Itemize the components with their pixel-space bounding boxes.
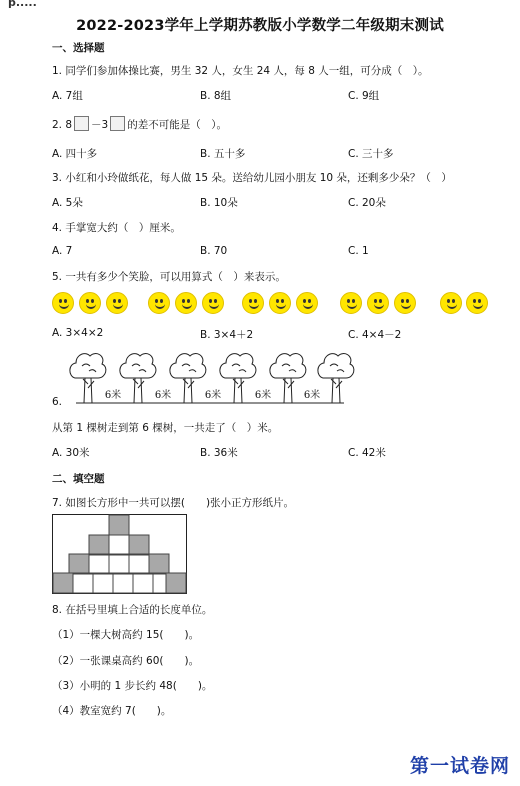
smiley-face-icon xyxy=(175,292,197,314)
grid-square xyxy=(69,554,89,574)
smiley-face-icon xyxy=(202,292,224,314)
question-2 xyxy=(52,116,227,132)
distance-label: 6米 xyxy=(104,390,122,401)
smiley-face-icon xyxy=(106,292,128,314)
question-2-mid: －3 xyxy=(91,119,109,131)
rectangle-grid-figure xyxy=(52,514,188,595)
q4-option-a[interactable]: A. 7 xyxy=(52,245,73,257)
q6-option-b[interactable]: B. 36米 xyxy=(200,447,238,459)
smiley-face-icon xyxy=(242,292,264,314)
smiley-face-icon xyxy=(440,292,462,314)
question-4-text: 4. 手掌宽大约（ ）厘米。 xyxy=(52,222,181,234)
q2-option-a[interactable]: A. 四十多 xyxy=(52,148,98,160)
smiley-face-icon xyxy=(296,292,318,314)
q8-item-4: （4）教室宽约 7( )。 xyxy=(52,705,172,717)
q3-option-a[interactable]: A. 5朵 xyxy=(52,197,83,209)
grid-square xyxy=(109,515,129,535)
tree-icon xyxy=(318,354,354,403)
q3-option-b[interactable]: B. 10朵 xyxy=(200,197,238,209)
smiley-face-icon xyxy=(52,292,74,314)
q4-option-c[interactable]: C. 1 xyxy=(348,245,369,257)
q5-option-c[interactable]: C. 4×4－2 xyxy=(348,329,402,341)
grid-square xyxy=(53,573,73,593)
q1-option-b[interactable]: B. 8组 xyxy=(200,90,232,102)
question-7-text: 7. 如图长方形中一共可以摆( )张小正方形纸片。 xyxy=(52,497,295,509)
q1-option-a[interactable]: A. 7组 xyxy=(52,90,83,102)
question-6-text: 从第 1 棵树走到第 6 棵树，一共走了（ ）米。 xyxy=(52,422,279,434)
question-5-text: 5. 一共有多少个笑脸，可以用算式（ ）来表示。 xyxy=(52,271,286,283)
section-choice-heading: 一、选择题 xyxy=(52,42,105,54)
tree-icon xyxy=(220,354,256,403)
tree-icon xyxy=(70,354,106,403)
page-title: 2022-2023学年上学期苏教版小学数学二年级期末测试 xyxy=(76,18,444,34)
q8-item-3: （3）小明的 1 步长约 48( )。 xyxy=(52,680,213,692)
smiley-face-icon xyxy=(148,292,170,314)
smiley-face-icon xyxy=(269,292,291,314)
grid-square xyxy=(149,554,169,574)
smiley-face-icon xyxy=(340,292,362,314)
q2-option-c[interactable]: C. 三十多 xyxy=(348,148,394,160)
q6-option-c[interactable]: C. 42米 xyxy=(348,447,386,459)
tree-icon xyxy=(270,354,306,403)
q4-option-b[interactable]: B. 70 xyxy=(200,245,228,257)
tree-distance-illustration xyxy=(66,348,356,406)
question-3-text: 3. 小红和小玲做纸花，每人做 15 朵。送给幼儿园小朋友 10 朵，还剩多少朵？（ ） xyxy=(52,172,452,184)
q5-option-b[interactable]: B. 3×4＋2 xyxy=(200,329,254,341)
smiley-face-group xyxy=(52,292,492,318)
q5-option-a[interactable]: A. 3×4×2 xyxy=(52,327,104,339)
section-fill-heading: 二、填空题 xyxy=(52,473,105,485)
blank-box-1 xyxy=(74,116,89,131)
q6-option-a[interactable]: A. 30米 xyxy=(52,447,90,459)
q8-item-2: （2）一张课桌高约 60( )。 xyxy=(52,655,200,667)
header-mark: p..... xyxy=(8,0,37,9)
smiley-face-icon xyxy=(79,292,101,314)
grid-square xyxy=(89,535,109,555)
site-logo: 第一试卷网 xyxy=(409,755,510,777)
q1-option-c[interactable]: C. 9组 xyxy=(348,90,380,102)
distance-label: 6米 xyxy=(204,390,222,401)
q3-option-c[interactable]: C. 20朵 xyxy=(348,197,386,209)
q8-item-1: （1）一棵大树高约 15( )。 xyxy=(52,629,200,641)
smiley-face-icon xyxy=(466,292,488,314)
distance-label: 6米 xyxy=(303,390,321,401)
distance-label: 6米 xyxy=(254,390,272,401)
tree-icon xyxy=(120,354,156,403)
smiley-face-icon xyxy=(367,292,389,314)
tree-icon xyxy=(170,354,206,403)
grid-square xyxy=(166,573,186,593)
distance-label: 6米 xyxy=(154,390,172,401)
grid-square xyxy=(129,535,149,555)
question-1-text: 1. 同学们参加体操比赛，男生 32 人，女生 24 人，每 8 人一组，可分成（ ）。 xyxy=(52,65,429,77)
question-6-number: 6. xyxy=(52,396,63,408)
question-2-suffix: 的差不可能是（ ）。 xyxy=(127,119,227,131)
q2-option-b[interactable]: B. 五十多 xyxy=(200,148,246,160)
question-2-prefix: 2. 8 xyxy=(52,119,73,131)
question-8-text: 8. 在括号里填上合适的长度单位。 xyxy=(52,604,213,616)
blank-box-2 xyxy=(110,116,125,131)
smiley-face-icon xyxy=(394,292,416,314)
